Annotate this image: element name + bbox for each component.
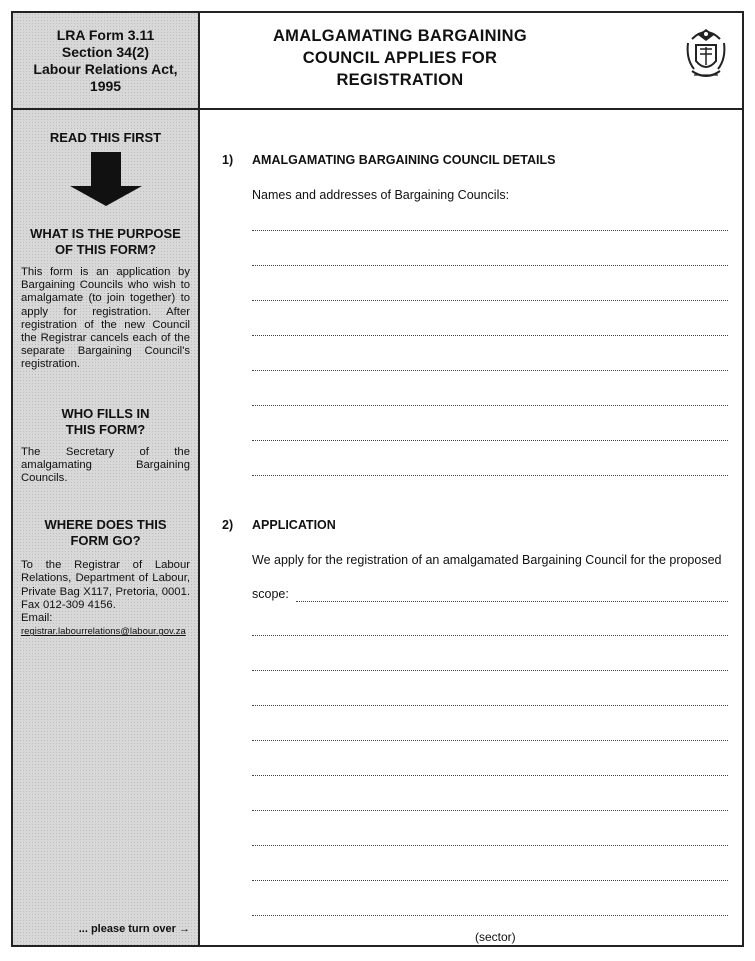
- purpose-text: This form is an application by Bargaining Councils who wish to amalgamate (to join together) to apply for registration. After registration of the new Council the Registrar cancels each of the separate Bargaining Council's registration.: [21, 266, 190, 371]
- section-2-text: We apply for the registration of an amalgamated Bargaining Council for the proposed: [252, 553, 722, 567]
- where-heading-line-1: WHERE DOES THIS: [44, 517, 167, 533]
- scope-continuation-line[interactable]: [252, 880, 728, 881]
- scope-continuation-line[interactable]: [252, 810, 728, 811]
- council-details-line[interactable]: [252, 265, 728, 266]
- where-heading-line-2: FORM GO?: [70, 533, 141, 549]
- scope-continuation-line[interactable]: [252, 740, 728, 741]
- where-heading: [21, 517, 190, 549]
- page-title: [200, 25, 600, 91]
- who-heading-line-1: WHO FILLS IN: [61, 405, 150, 421]
- section-2-title: APPLICATION: [252, 518, 336, 532]
- form-body: [200, 110, 742, 945]
- coat-of-arms-icon: [684, 25, 728, 81]
- section-2-number: 2): [222, 518, 234, 532]
- council-details-line[interactable]: [252, 370, 728, 371]
- sidebar-instructions: [13, 110, 198, 945]
- form-number: LRA Form 3.11: [56, 26, 155, 43]
- scope-label: scope:: [252, 587, 289, 601]
- council-details-line[interactable]: [252, 440, 728, 441]
- who-heading-line-2: THIS FORM?: [65, 421, 146, 437]
- sector-line[interactable]: [252, 915, 728, 916]
- who-heading: [21, 406, 190, 438]
- form-reference: [13, 13, 198, 110]
- scope-continuation-line[interactable]: [252, 670, 728, 671]
- council-details-line[interactable]: [252, 335, 728, 336]
- down-arrow-icon: [71, 152, 141, 212]
- council-details-line[interactable]: [252, 475, 728, 476]
- header: [200, 13, 742, 110]
- section-1-number: 1): [222, 153, 234, 167]
- read-first-heading: READ THIS FIRST: [49, 130, 162, 145]
- section-1-prompt: Names and addresses of Bargaining Councils:: [252, 188, 510, 202]
- scope-line[interactable]: [296, 601, 728, 602]
- scope-continuation-line[interactable]: [252, 705, 728, 706]
- title-line-3: REGISTRATION: [336, 71, 464, 89]
- council-details-line[interactable]: [252, 300, 728, 301]
- where-text: To the Registrar of Labour Relations, Department of Labour, Private Bag X117, Pretoria, 0001. Fax 012-309 4156.: [21, 559, 190, 611]
- form-year: 1995: [89, 77, 122, 94]
- scope-continuation-line[interactable]: [252, 635, 728, 636]
- who-text: The Secretary of the amalgamating Bargaining Councils.: [21, 445, 190, 485]
- turn-over-note: ... please turn over →: [78, 923, 190, 935]
- scope-continuation-line[interactable]: [252, 775, 728, 776]
- purpose-heading: WHAT IS THE PURPOSE OF THIS FORM?: [30, 226, 181, 257]
- title-line-1: AMALGAMATING BARGAINING: [272, 27, 528, 45]
- email-label: Email:: [21, 612, 53, 625]
- email-link[interactable]: registrar.labourrelations@labour.gov.za: [21, 626, 186, 638]
- council-details-line[interactable]: [252, 230, 728, 231]
- sector-label: (sector): [475, 930, 516, 944]
- form-section: Section 34(2): [61, 43, 150, 60]
- form-act: Labour Relations Act,: [33, 60, 178, 77]
- section-1-title: AMALGAMATING BARGAINING COUNCIL DETAILS: [252, 153, 556, 167]
- form-page: [11, 11, 744, 947]
- scope-continuation-line[interactable]: [252, 845, 728, 846]
- sidebar: [13, 13, 200, 945]
- title-line-2: COUNCIL APPLIES FOR: [302, 49, 498, 67]
- council-details-line[interactable]: [252, 405, 728, 406]
